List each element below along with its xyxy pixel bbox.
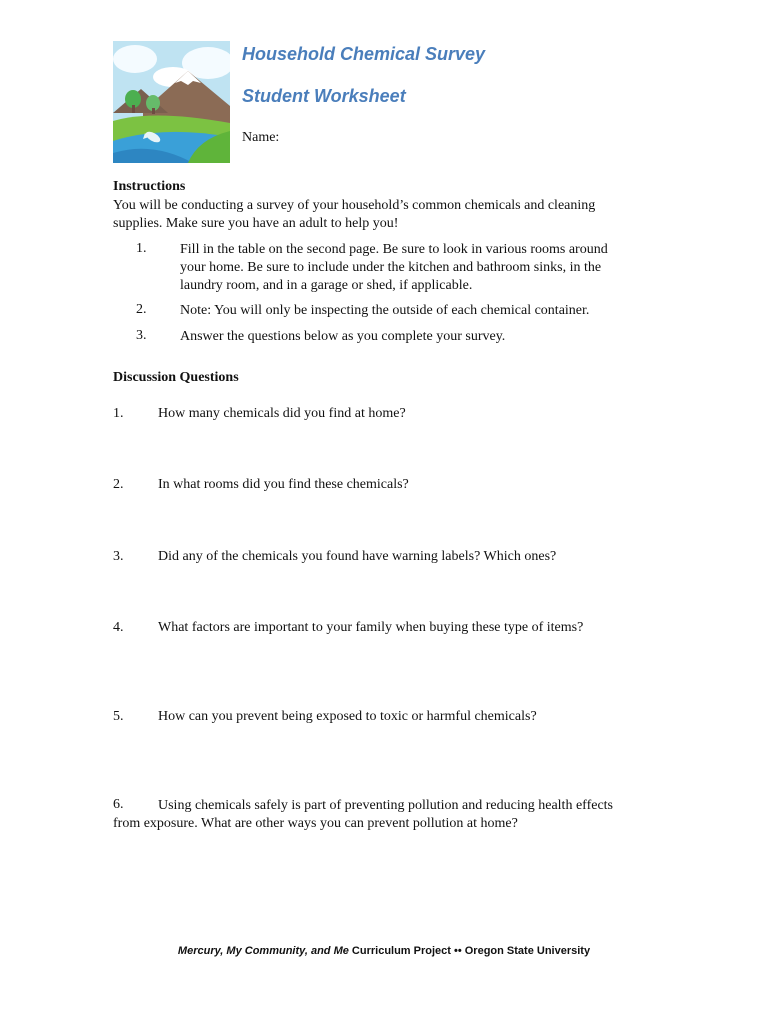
question-number: 1. [113,406,124,421]
landscape-logo-icon [113,41,230,163]
question-text: What factors are important to your family when buying these type of items? [158,620,584,635]
question-number: 6. [113,797,124,812]
instructions-heading: Instructions [113,179,186,194]
page-footer [0,945,768,957]
worksheet-subtitle: Student Worksheet [242,86,406,106]
question-text: In what rooms did you find these chemicals? [158,477,409,492]
question-number: 2. [113,477,124,492]
question-text [113,797,613,833]
question-text: How can you prevent being exposed to toxic or harmful chemicals? [158,709,537,724]
name-label: Name: [242,130,280,145]
question-number: 4. [113,620,124,635]
question-6-text: Using chemicals safely is part of preventing pollution and reducing health effects from exposure. What are other ways you can prevent pollution at home? [113,798,613,831]
instruction-text: Fill in the table on the second page. Be sure to look in various rooms around your home. Be sure to include under the kitchen and bathroom sinks, in the laundry room, and in a garage or shed, if applicable. [180,242,608,293]
instruction-number: 2. [136,302,147,317]
question-text: Did any of the chemicals you found have warning labels? Which ones? [158,549,557,564]
instruction-text: Answer the questions below as you complete your survey. [180,329,506,344]
question-number: 5. [113,709,124,724]
discussion-heading: Discussion Questions [113,370,239,385]
instruction-text: Note: You will only be inspecting the outside of each chemical container. [180,303,590,318]
question-text: How many chemicals did you find at home? [158,406,406,421]
instruction-number: 1. [136,241,147,256]
question-number: 3. [113,549,124,564]
instructions-intro: You will be conducting a survey of your household’s common chemicals and cleaning supplies. Make sure you have an adult to help you! [113,198,596,231]
footer-rest: Curriculum Project •• Oregon State University [348,945,591,957]
instruction-number: 3. [136,328,147,343]
worksheet-title: Household Chemical Survey [242,44,486,64]
footer-project-name: Mercury, My Community, and Me [177,945,349,957]
